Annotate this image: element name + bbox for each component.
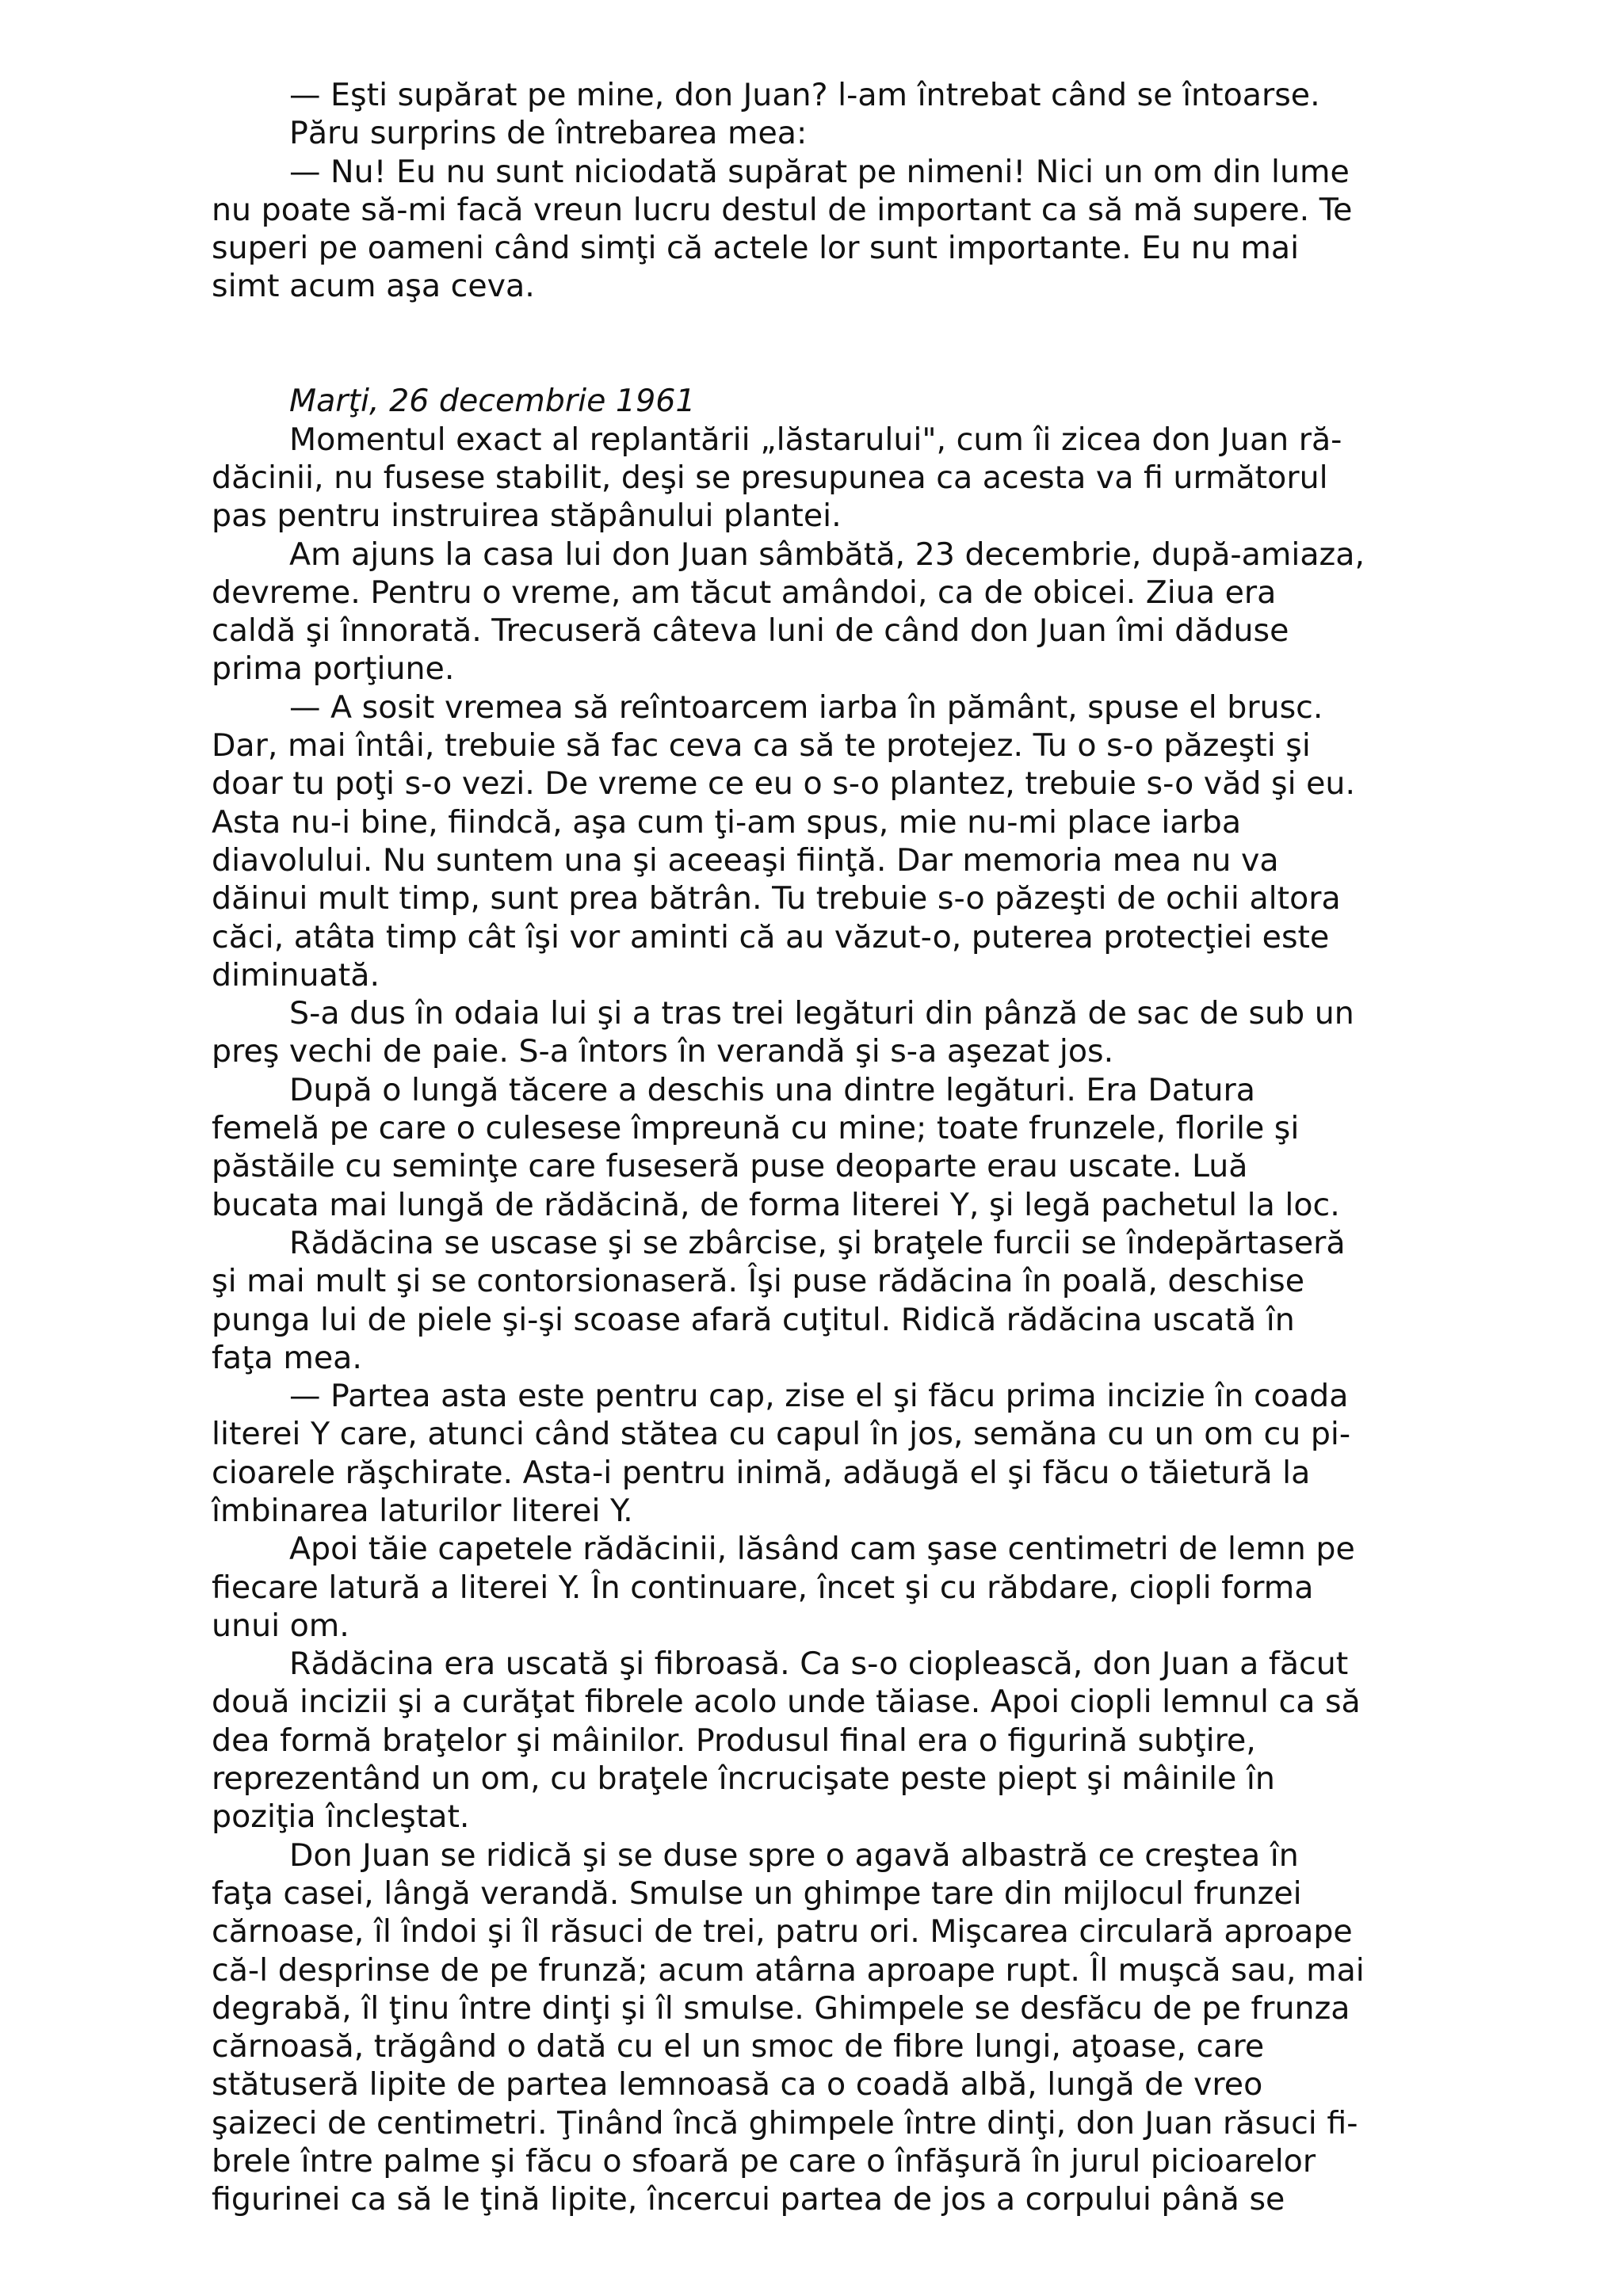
- text-line: diavolului. Nu suntem una şi aceeaşi fiinţă. Dar memoria mea nu va: [212, 841, 1279, 879]
- text-line: preş vechi de paie. S-a întors în verandă şi s-a aşezat jos.: [212, 1033, 1114, 1070]
- text-line: Am ajuns la casa lui don Juan sâmbătă, 23 decembrie, după-amiaza,: [289, 536, 1365, 573]
- text-line: căci, atâta timp cât îşi vor aminti că au văzut-o, puterea protecţiei este: [212, 918, 1330, 955]
- text-line: — Nu! Eu nu sunt niciodată supărat pe nimeni! Nici un om din lume: [289, 153, 1350, 190]
- text-line: — Partea asta este pentru cap, zise el şi făcu prima incizie în coada: [289, 1378, 1349, 1415]
- paragraph: [212, 76, 1432, 114]
- text-line: cărnoase, îl îndoi şi îl răsuci de trei, patru ori. Mişcarea circulară aproape: [212, 1913, 1353, 1951]
- text-line: degrabă, îl ţinu între dinţi şi îl smulse. Ghimpele se desfăcu de pe frunza: [212, 1989, 1350, 2027]
- text-line: punga lui de piele şi-şi scoase afară cuţitul. Ridică rădăcina uscată în: [212, 1301, 1295, 1338]
- text-line: şaizeci de centimetri. Ţinând încă ghimpele între dinţi, don Juan răsuci fi-: [212, 2104, 1358, 2142]
- text-line: simt acum aşa ceva.: [212, 268, 535, 305]
- text-line: doar tu poţi s-o vezi. De vreme ce eu o s-o plantez, trebuie s-o văd şi eu.: [212, 765, 1356, 803]
- text-line: literei Y care, atunci când stătea cu capul în jos, semăna cu un om cu pi-: [212, 1416, 1351, 1453]
- text-line: Apoi tăie capetele rădăcinii, lăsând cam şase centimetri de lemn pe: [289, 1531, 1355, 1568]
- paragraph: [212, 153, 1432, 306]
- text-line: că-l desprinse de pe frunză; acum atârna aproape rupt. Îl muşcă sau, mai: [212, 1951, 1365, 1989]
- paragraph: [212, 114, 1432, 152]
- text-line: reprezentând un om, cu braţele încrucişate peste piept şi mâinile în: [212, 1760, 1275, 1798]
- text-line: fiecare latură a literei Y. În continuare, încet şi cu răbdare, ciopli forma: [212, 1569, 1314, 1606]
- text-line: figurinei ca să le ţină lipite, încercui partea de jos a corpului până se: [212, 2181, 1285, 2218]
- paragraph: [212, 1645, 1432, 1836]
- text-line: femelă pe care o culesese împreună cu mine; toate frunzele, florile şi: [212, 1110, 1300, 1147]
- document-page: [212, 76, 1432, 2219]
- text-line: superi pe oameni când simţi că actele lor sunt importante. Eu nu mai: [212, 230, 1300, 267]
- text-line: bucata mai lungă de rădăcină, de forma literei Y, şi legă pachetul la loc.: [212, 1186, 1340, 1223]
- text-line: Păru surprins de întrebarea mea:: [289, 115, 808, 152]
- text-line: dăinui mult timp, sunt prea bătrân. Tu trebuie s-o păzeşti de ochii altora: [212, 880, 1341, 917]
- text-line: Rădăcina se uscase şi se zbârcise, şi braţele furcii se îndepărtaseră: [289, 1224, 1346, 1261]
- text-line: diminuată.: [212, 956, 380, 994]
- paragraph: [212, 1071, 1432, 1224]
- text-line: Momentul exact al replantării „lăstarului", cum îi zicea don Juan ră-: [289, 421, 1342, 458]
- text-line: păstăile cu seminţe care fuseseră puse deoparte erau uscate. Luă: [212, 1148, 1248, 1185]
- text-line: Don Juan se ridică şi se duse spre o agavă albastră ce creştea în: [289, 1836, 1299, 1874]
- paragraph: [212, 536, 1432, 688]
- date-heading: [212, 382, 1432, 420]
- text-line: două incizii şi a curăţat fibrele acolo unde tăiase. Apoi ciopli lemnul ca să: [212, 1684, 1361, 1721]
- text-line: nu poate să-mi facă vreun lucru destul de important ca să mă supere. Te: [212, 191, 1353, 228]
- text-line: pas pentru instruirea stăpânului plantei.: [212, 498, 842, 535]
- text-line: dăcinii, nu fusese stabilit, deşi se presupunea ca acesta va fi următorul: [212, 459, 1328, 496]
- text-line: faţa casei, lângă verandă. Smulse un ghimpe tare din mijlocul frunzei: [212, 1875, 1302, 1912]
- text-line: cărnoasă, trăgând o dată cu el un smoc de fibre lungi, aţoase, care: [212, 2028, 1265, 2065]
- paragraph: [212, 994, 1432, 1071]
- text-line: brele între palme şi făcu o sfoară pe care o înfăşură în jurul picioarelor: [212, 2143, 1316, 2180]
- text-line: S-a dus în odaia lui şi a tras trei legături din pânză de sac de sub un: [289, 995, 1354, 1032]
- text-line: devreme. Pentru o vreme, am tăcut amândoi, ca de obicei. Ziua era: [212, 574, 1277, 611]
- text-line: şi mai mult şi se contorsionaseră. Îşi puse rădăcina în poală, deschise: [212, 1263, 1304, 1300]
- text-line: faţa mea.: [212, 1339, 362, 1376]
- section-spacer: [212, 306, 1432, 383]
- text-line: unui om.: [212, 1607, 349, 1644]
- text-line: Marţi, 26 decembrie 1961: [289, 383, 696, 420]
- paragraph: [212, 421, 1432, 536]
- text-line: — Eşti supărat pe mine, don Juan? l-am întrebat când se întoarse.: [289, 77, 1320, 113]
- text-line: După o lungă tăcere a deschis una dintre legături. Era Datura: [289, 1071, 1255, 1108]
- text-line: Asta nu-i bine, fiindcă, aşa cum ţi-am spus, mie nu-mi place iarba: [212, 803, 1242, 841]
- text-line: cioarele răşchirate. Asta-i pentru inimă, adăugă el şi făcu o tăietură la: [212, 1454, 1311, 1491]
- text-line: stătuseră lipite de partea lemnoasă ca o coadă albă, lungă de vreo: [212, 2066, 1263, 2103]
- text-line: Dar, mai întâi, trebuie să fac ceva ca să te protejez. Tu o s-o păzeşti şi: [212, 727, 1311, 765]
- paragraph: [212, 1377, 1432, 1530]
- text-line: Rădăcina era uscată şi fibroasă. Ca s-o cioplească, don Juan a făcut: [289, 1646, 1349, 1683]
- text-line: caldă şi înnorată. Trecuseră câteva luni de când don Juan îmi dăduse: [212, 612, 1289, 650]
- text-line: îmbinarea laturilor literei Y.: [212, 1492, 633, 1529]
- text-line: poziţia încleştat.: [212, 1798, 470, 1836]
- paragraph: [212, 1530, 1432, 1645]
- text-line: prima porţiune.: [212, 650, 455, 688]
- paragraph: [212, 1224, 1432, 1377]
- text-line: — A sosit vremea să reîntoarcem iarba în pământ, spuse el brusc.: [289, 688, 1323, 726]
- paragraph: [212, 688, 1432, 994]
- paragraph: [212, 1836, 1432, 2219]
- text-line: dea formă braţelor şi mâinilor. Produsul final era o figurină subţire,: [212, 1722, 1256, 1759]
